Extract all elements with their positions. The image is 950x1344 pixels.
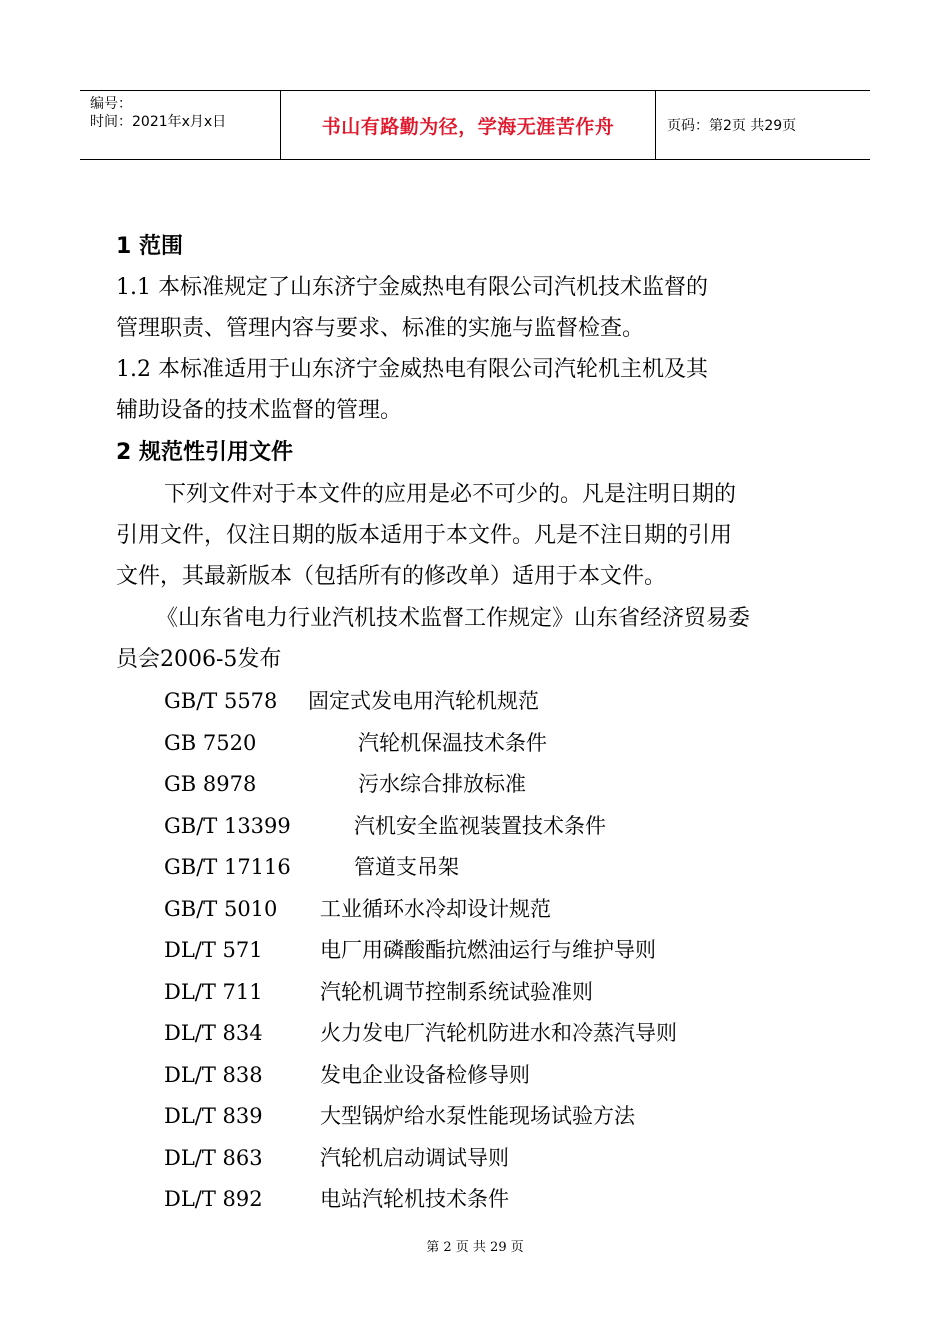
standard-code: GB 8978: [164, 772, 257, 796]
header-page-cell: [655, 91, 870, 159]
standard-code: DL/T 863: [164, 1146, 263, 1170]
standard-title: 污水综合排放标准: [358, 772, 526, 796]
standard-code: GB/T 5010: [164, 897, 278, 921]
standard-title: 管道支吊架: [354, 855, 459, 879]
page-header: [80, 90, 870, 160]
standard-title: 电站汽轮机技术条件: [320, 1187, 509, 1211]
standard-code: DL/T 839: [164, 1104, 263, 1128]
standard-title: 汽轮机调节控制系统试验准则: [320, 980, 593, 1004]
section-2-heading: 2 规范性引用文件: [116, 440, 293, 465]
time-label: 时间：2021年x月x日: [90, 114, 227, 130]
clause-1-2-line-2: 辅助设备的技术监督的管理。: [116, 398, 403, 423]
header-meta-cell: [80, 91, 280, 159]
standard-title: 发电企业设备检修导则: [320, 1063, 530, 1087]
reference-line-1: 《山东省电力行业汽机技术监督工作规定》山东省经济贸易委: [156, 606, 751, 631]
intro-line-1: 下列文件对于本文件的应用是必不可少的。凡是注明日期的: [164, 482, 737, 507]
section-1-heading: 1 范围: [116, 234, 183, 259]
standard-code: GB/T 13399: [164, 814, 291, 838]
standard-title: 固定式发电用汽轮机规范: [308, 689, 539, 713]
clause-1-2-line-1: 1.2 本标准适用于山东济宁金威热电有限公司汽轮机主机及其: [116, 357, 708, 382]
intro-line-3: 文件，其最新版本（包括所有的修改单）适用于本文件。: [116, 564, 667, 589]
clause-1-1-line-1: 1.1 本标准规定了山东济宁金威热电有限公司汽机技术监督的: [116, 275, 708, 300]
standard-code: GB 7520: [164, 731, 257, 755]
header-page-info: 页码：第2页 共29页: [667, 118, 797, 134]
standard-code: DL/T 711: [164, 980, 263, 1004]
header-motto-cell: [280, 91, 656, 159]
standard-title: 汽轮机保温技术条件: [358, 731, 547, 755]
standard-code: DL/T 834: [164, 1021, 263, 1045]
standard-title: 汽机安全监视装置技术条件: [354, 814, 606, 838]
standard-title: 工业循环水冷却设计规范: [320, 897, 551, 921]
intro-line-2: 引用文件，仅注日期的版本适用于本文件。凡是不注日期的引用: [116, 523, 733, 548]
standard-code: DL/T 571: [164, 938, 263, 962]
header-motto: 书山有路勤为径，学海无涯苦作舟: [321, 115, 615, 138]
standard-code: DL/T 892: [164, 1187, 263, 1211]
reference-line-2: 员会2006-5发布: [116, 647, 282, 672]
standard-code: GB/T 5578: [164, 689, 278, 713]
serial-number-label: 编号：: [90, 96, 132, 112]
clause-1-1-line-2: 管理职责、管理内容与要求、标准的实施与监督检查。: [116, 316, 645, 341]
standard-title: 大型锅炉给水泵性能现场试验方法: [320, 1104, 635, 1128]
standard-code: GB/T 17116: [164, 855, 291, 879]
standard-title: 汽轮机启动调试导则: [320, 1146, 509, 1170]
standard-code: DL/T 838: [164, 1063, 263, 1087]
standard-title: 火力发电厂汽轮机防进水和冷蒸汽导则: [320, 1021, 677, 1045]
standard-title: 电厂用磷酸酯抗燃油运行与维护导则: [320, 938, 656, 962]
page-footer: 第 2 页 共 29 页: [426, 1240, 524, 1255]
